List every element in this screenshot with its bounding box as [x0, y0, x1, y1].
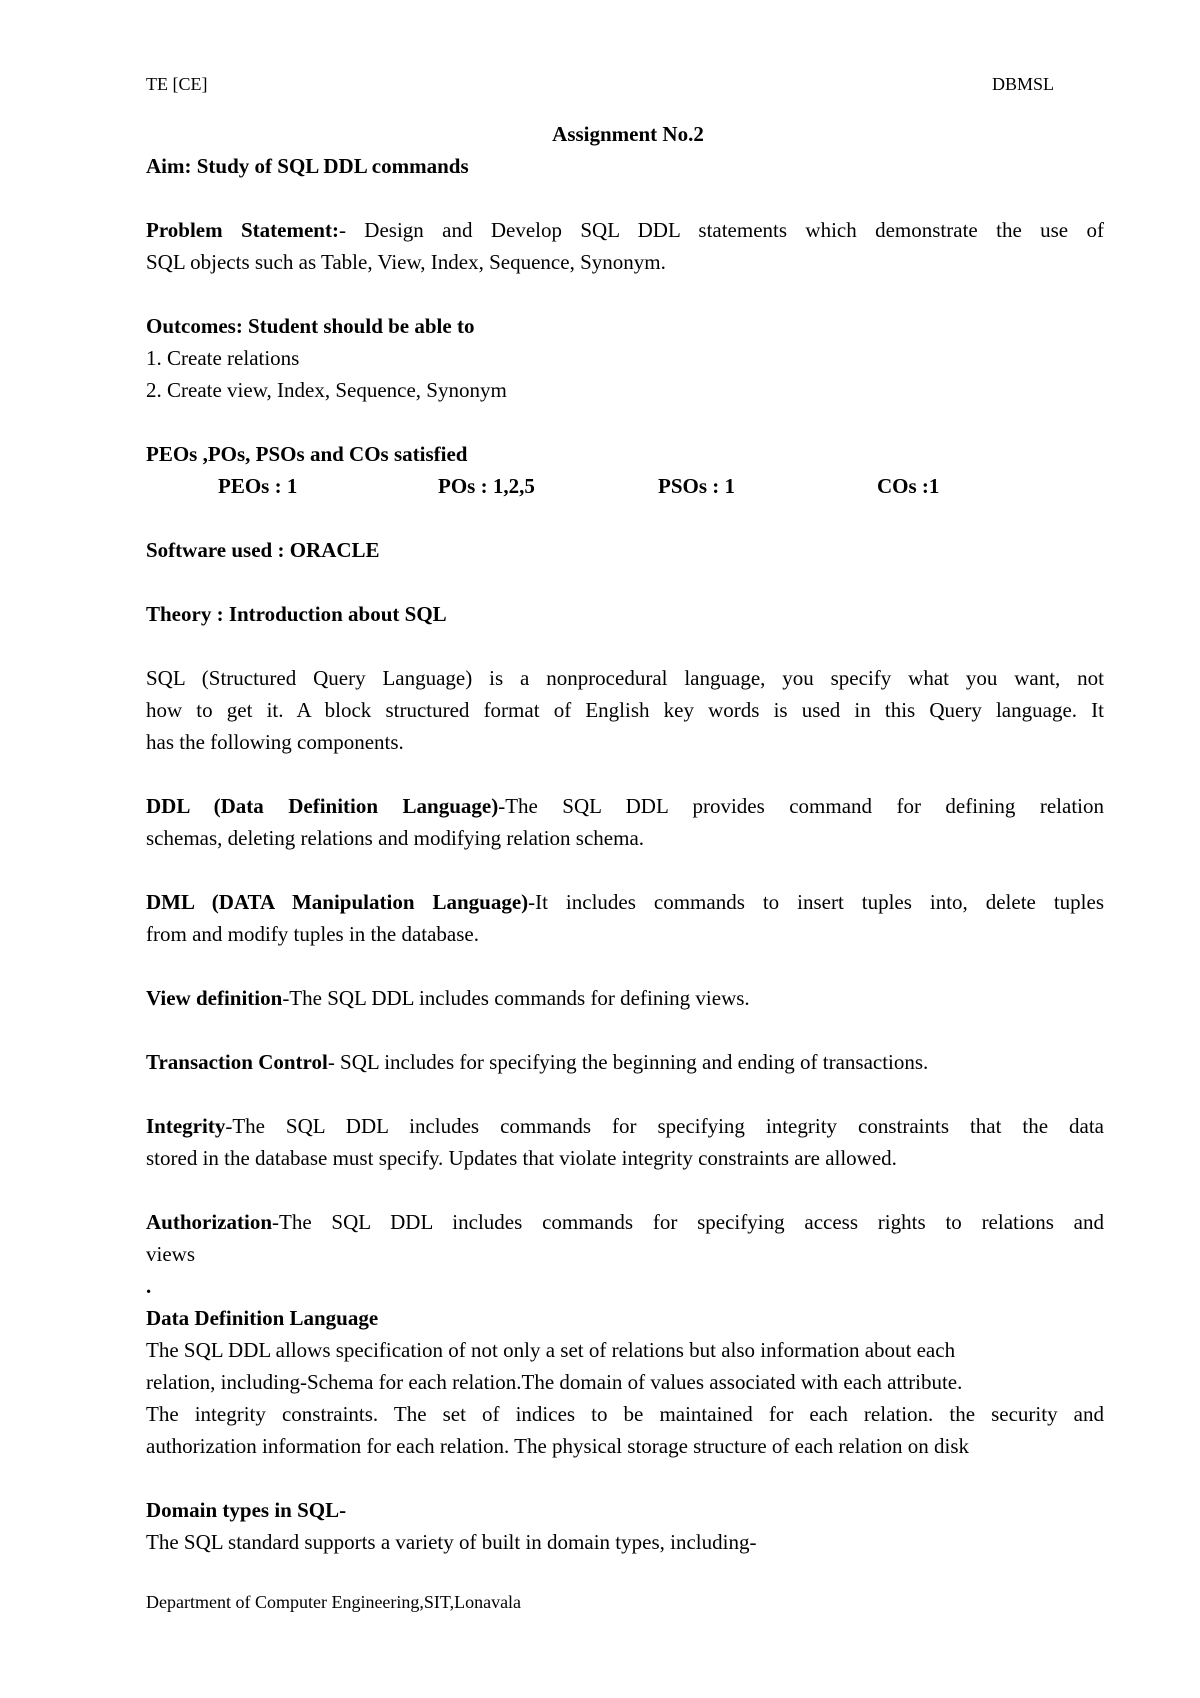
- integrity-line-2: stored in the database must specify. Updates that violate integrity constraints are allowed.: [146, 1146, 897, 1170]
- ddl-section-line-1: The SQL DDL allows specification of not only a set of relations but also information about each: [146, 1338, 956, 1362]
- aim-heading: Aim: Study of SQL DDL commands: [146, 154, 469, 178]
- outcome-item-2: 2. Create view, Index, Sequence, Synonym: [146, 378, 507, 402]
- psos-value: PSOs : 1: [658, 474, 736, 498]
- header-subject: DBMSL: [992, 74, 1055, 94]
- outcome-item-1: 1. Create relations: [146, 346, 300, 370]
- sql-intro-line-2: how to get it. A block structured format of English key words is used in this Query language. It: [146, 698, 1104, 722]
- stray-dot: .: [146, 1274, 152, 1298]
- peos-value: PEOs : 1: [218, 474, 298, 498]
- header-course: TE [CE]: [146, 74, 208, 94]
- integrity-line-1: Integrity-The SQL DDL includes commands for specifying integrity constraints that the data: [146, 1114, 1104, 1138]
- ddl-label: DDL (Data Definition Language): [146, 794, 499, 818]
- transaction-control-line: Transaction Control- SQL includes for specifying the beginning and ending of transactions.: [146, 1050, 929, 1074]
- cos-value: COs :1: [877, 474, 940, 498]
- domain-types-line-1: The SQL standard supports a variety of built in domain types, including-: [146, 1530, 757, 1554]
- ddl-line-1: DDL (Data Definition Language)-The SQL DDL provides command for defining relation: [146, 794, 1104, 818]
- pos-value: POs : 1,2,5: [438, 474, 535, 498]
- authorization-line-1: Authorization-The SQL DDL includes commands for specifying access rights to relations and: [146, 1210, 1104, 1234]
- ddl-line-2: schemas, deleting relations and modifying relation schema.: [146, 826, 645, 850]
- software-used: Software used : ORACLE: [146, 538, 380, 562]
- dml-line-1: DML (DATA Manipulation Language)-It includes commands to insert tuples into, delete tuples: [146, 890, 1104, 914]
- integrity-label: Integrity: [146, 1114, 226, 1138]
- peos-heading: PEOs ,POs, PSOs and COs satisfied: [146, 442, 468, 466]
- theory-heading: Theory : Introduction about SQL: [146, 602, 447, 626]
- ddl-section-line-3: The integrity constraints. The set of indices to be maintained for each relation. the security and: [146, 1402, 1104, 1426]
- authorization-label: Authorization: [146, 1210, 272, 1234]
- transaction-control-label: Transaction Control: [146, 1050, 328, 1074]
- assignment-title: Assignment No.2: [552, 122, 704, 146]
- problem-statement-line-2: SQL objects such as Table, View, Index, Sequence, Synonym.: [146, 250, 666, 274]
- ddl-section-line-2: relation, including-Schema for each relation.The domain of values associated with each attribute.: [146, 1370, 963, 1394]
- view-definition-label: View definition: [146, 986, 283, 1010]
- authorization-line-2: views: [146, 1242, 195, 1266]
- footer-department: Department of Computer Engineering,SIT,Lonavala: [146, 1592, 522, 1612]
- problem-statement-label: Problem Statement:: [146, 218, 339, 242]
- peos-row: [146, 470, 1104, 502]
- sql-intro-line-3: has the following components.: [146, 730, 404, 754]
- problem-statement-line-1: Problem Statement:- Design and Develop SQL DDL statements which demonstrate the use of: [146, 218, 1104, 242]
- domain-types-heading: Domain types in SQL-: [146, 1498, 347, 1522]
- dml-line-2: from and modify tuples in the database.: [146, 922, 479, 946]
- outcomes-heading: Outcomes: Student should be able to: [146, 314, 475, 338]
- ddl-section-heading: Data Definition Language: [146, 1306, 379, 1330]
- sql-intro-line-1: SQL (Structured Query Language) is a nonprocedural language, you specify what you want, not: [146, 666, 1104, 690]
- view-definition-line: View definition-The SQL DDL includes commands for defining views.: [146, 986, 750, 1010]
- ddl-section-line-4: authorization information for each relation. The physical storage structure of each relation on disk: [146, 1434, 969, 1458]
- dml-label: DML (DATA Manipulation Language): [146, 890, 529, 914]
